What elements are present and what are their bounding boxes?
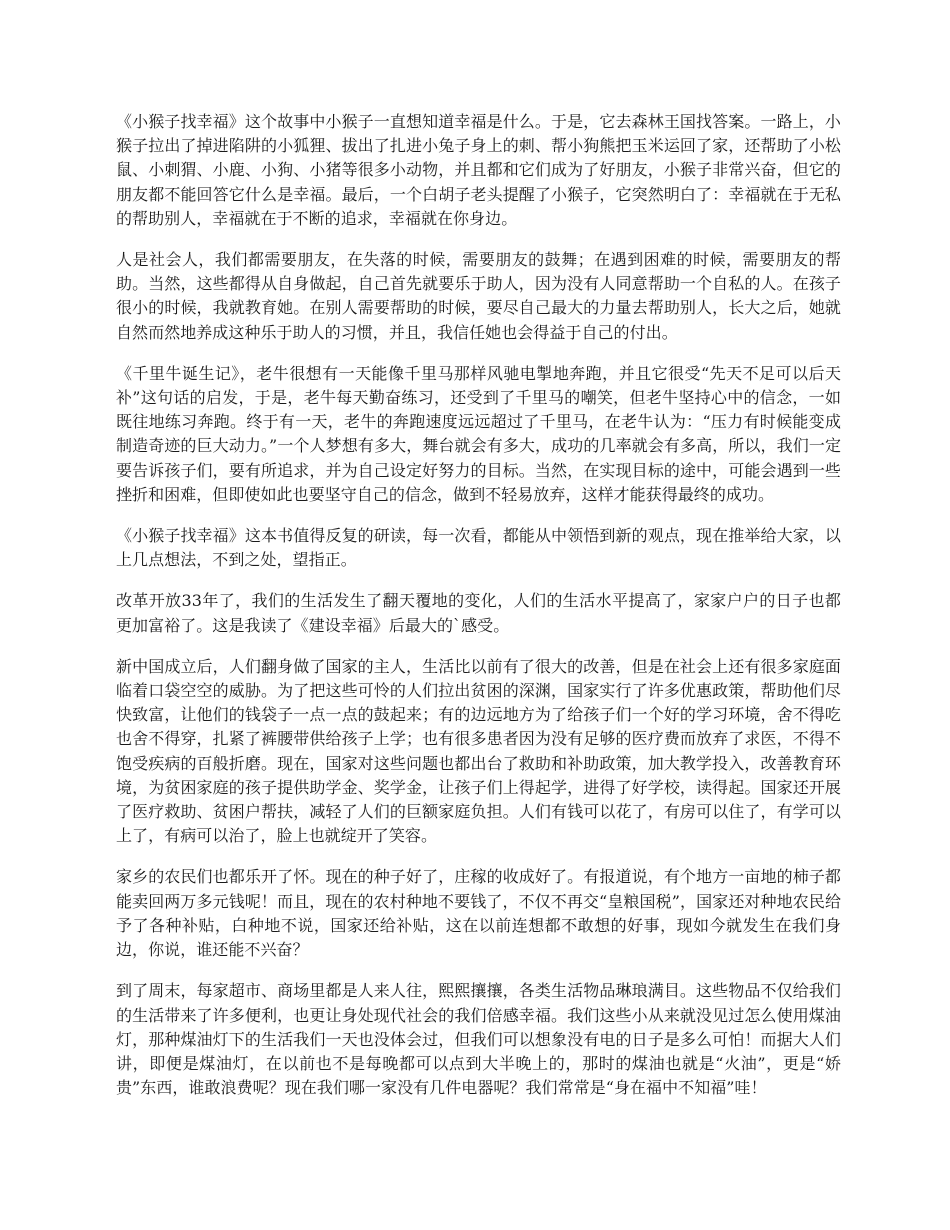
paragraph: 人是社会人，我们都需要朋友，在失落的时候，需要朋友的鼓舞；在遇到困难的时候，需要朋友的帮助。当然，这些都得从自身做起，自己首先就要乐于助人，因为没有人同意帮助一个自私的人。在孩子很小的时候，我就教育她。在别人需要帮助的时候，要尽自己最大的力量去帮助别人，长大之后，她就自然而然地养成这种乐于助人的习惯，并且，我信任她也会得益于自己的付出。 [116,250,841,342]
paragraph: 《小猴子找幸福》这本书值得反复的研读，每一次看，都能从中领悟到新的观点，现在推举给大家，以上几点想法，不到之处，望指正。 [116,526,841,570]
paragraph: 新中国成立后，人们翻身做了国家的主人，生活比以前有了很大的改善，但是在社会上还有很多家庭面临着口袋空空的威胁。为了把这些可怜的人们拉出贫困的深渊，国家实行了许多优惠政策，帮助他们尽快致富，让他们的钱袋子一点一点的鼓起来；有的边远地方为了给孩子们一个好的学习环境，舍不得吃也舍不得穿，扎紧了裤腰带供给孩子上学；也有很多患者因为没有足够的医疗费而放弃了求医，不得不饱受疾病的百般折磨。现在，国家对这些问题也都出台了救助和补助政策，加大教学投入，改善教育环境，为贫困家庭的孩子提供助学金、奖学金，让孩子们上得起学，进得了好学校，读得起。国家还开展了医疗救助、贫困户帮扶，减轻了人们的巨额家庭负担。人们有钱可以花了，有房可以住了，有学可以上了，有病可以治了，脸上也就绽开了笑容。 [116,656,841,846]
paragraph: 《千里牛诞生记》，老牛很想有一天能像千里马那样风驰电掣地奔跑，并且它很受“先天不足可以后天补”这句话的启发，于是，老牛每天勤奋练习，还受到了千里马的嘲笑，但老牛坚持心中的信念，一如既往地练习奔跑。终于有一天，老牛的奔跑速度远远超过了千里马，在老牛认为：“压力有时候能变成制造奇迹的巨大动力。”一个人梦想有多大，舞台就会有多大，成功的几率就会有多高，所以，我们一定要告诉孩子们，要有所追求，并为自己设定好努力的目标。当然，在实现目标的途中，可能会遇到一些挫折和困难，但即使如此也要坚守自己的信念，做到不轻易放弃，这样才能获得最终的成功。 [116,363,841,504]
document-body [116,110,841,1117]
paragraph: 家乡的农民们也都乐开了怀。现在的种子好了，庄稼的收成好了。有报道说，有个地方一亩地的柿子都能卖回两万多元钱呢！而且，现在的农村种地不要钱了，不仅不再交“皇粮国税”，国家还对种地农民给予了各种补贴，白种地不说，国家还给补贴，这在以前连想都不敢想的好事，现如今就发生在我们身边，你说，谁还能不兴奋？ [116,867,841,960]
paragraph: 《小猴子找幸福》这个故事中小猴子一直想知道幸福是什么。于是，它去森林王国找答案。一路上，小猴子拉出了掉进陷阱的小狐狸、拔出了扎进小兔子身上的刺、帮小狗熊把玉米运回了家，还帮助了小松鼠、小刺猬、小鹿、小狗、小猪等很多小动物，并且都和它们成为了好朋友，小猴子非常兴奋，但它的朋友都不能回答它什么是幸福。最后，一个白胡子老头提醒了小猴子，它突然明白了：幸福就在于无私的帮助别人，幸福就在于不断的追求，幸福就在你身边。 [116,112,841,228]
paragraph: 到了周末，每家超市、商场里都是人来人往，熙熙攘攘，各类生活物品琳琅满目。这些物品不仅给我们的生活带来了许多便利，也更让身处现代社会的我们倍感幸福。我们这些小从来就没见过怎么使用煤油灯，那种煤油灯下的生活我们一天也没体会过，但我们可以想象没有电的日子是多么可怕！而据大人们讲，即便是煤油灯，在以前也不是每晚都可以点到大半晚上的，那时的煤油也就是“火油”，更是“娇贵”东西，谁敢浪费呢？现在我们哪一家没有几件电器呢？我们常常是“身在福中不知福”哇！ [116,981,841,1098]
paragraph: 改革开放33年了，我们的生活发生了翻天覆地的变化，人们的生活水平提高了，家家户户的日子也都更加富裕了。这是我读了《建设幸福》后最大的`感受。 [116,591,841,635]
